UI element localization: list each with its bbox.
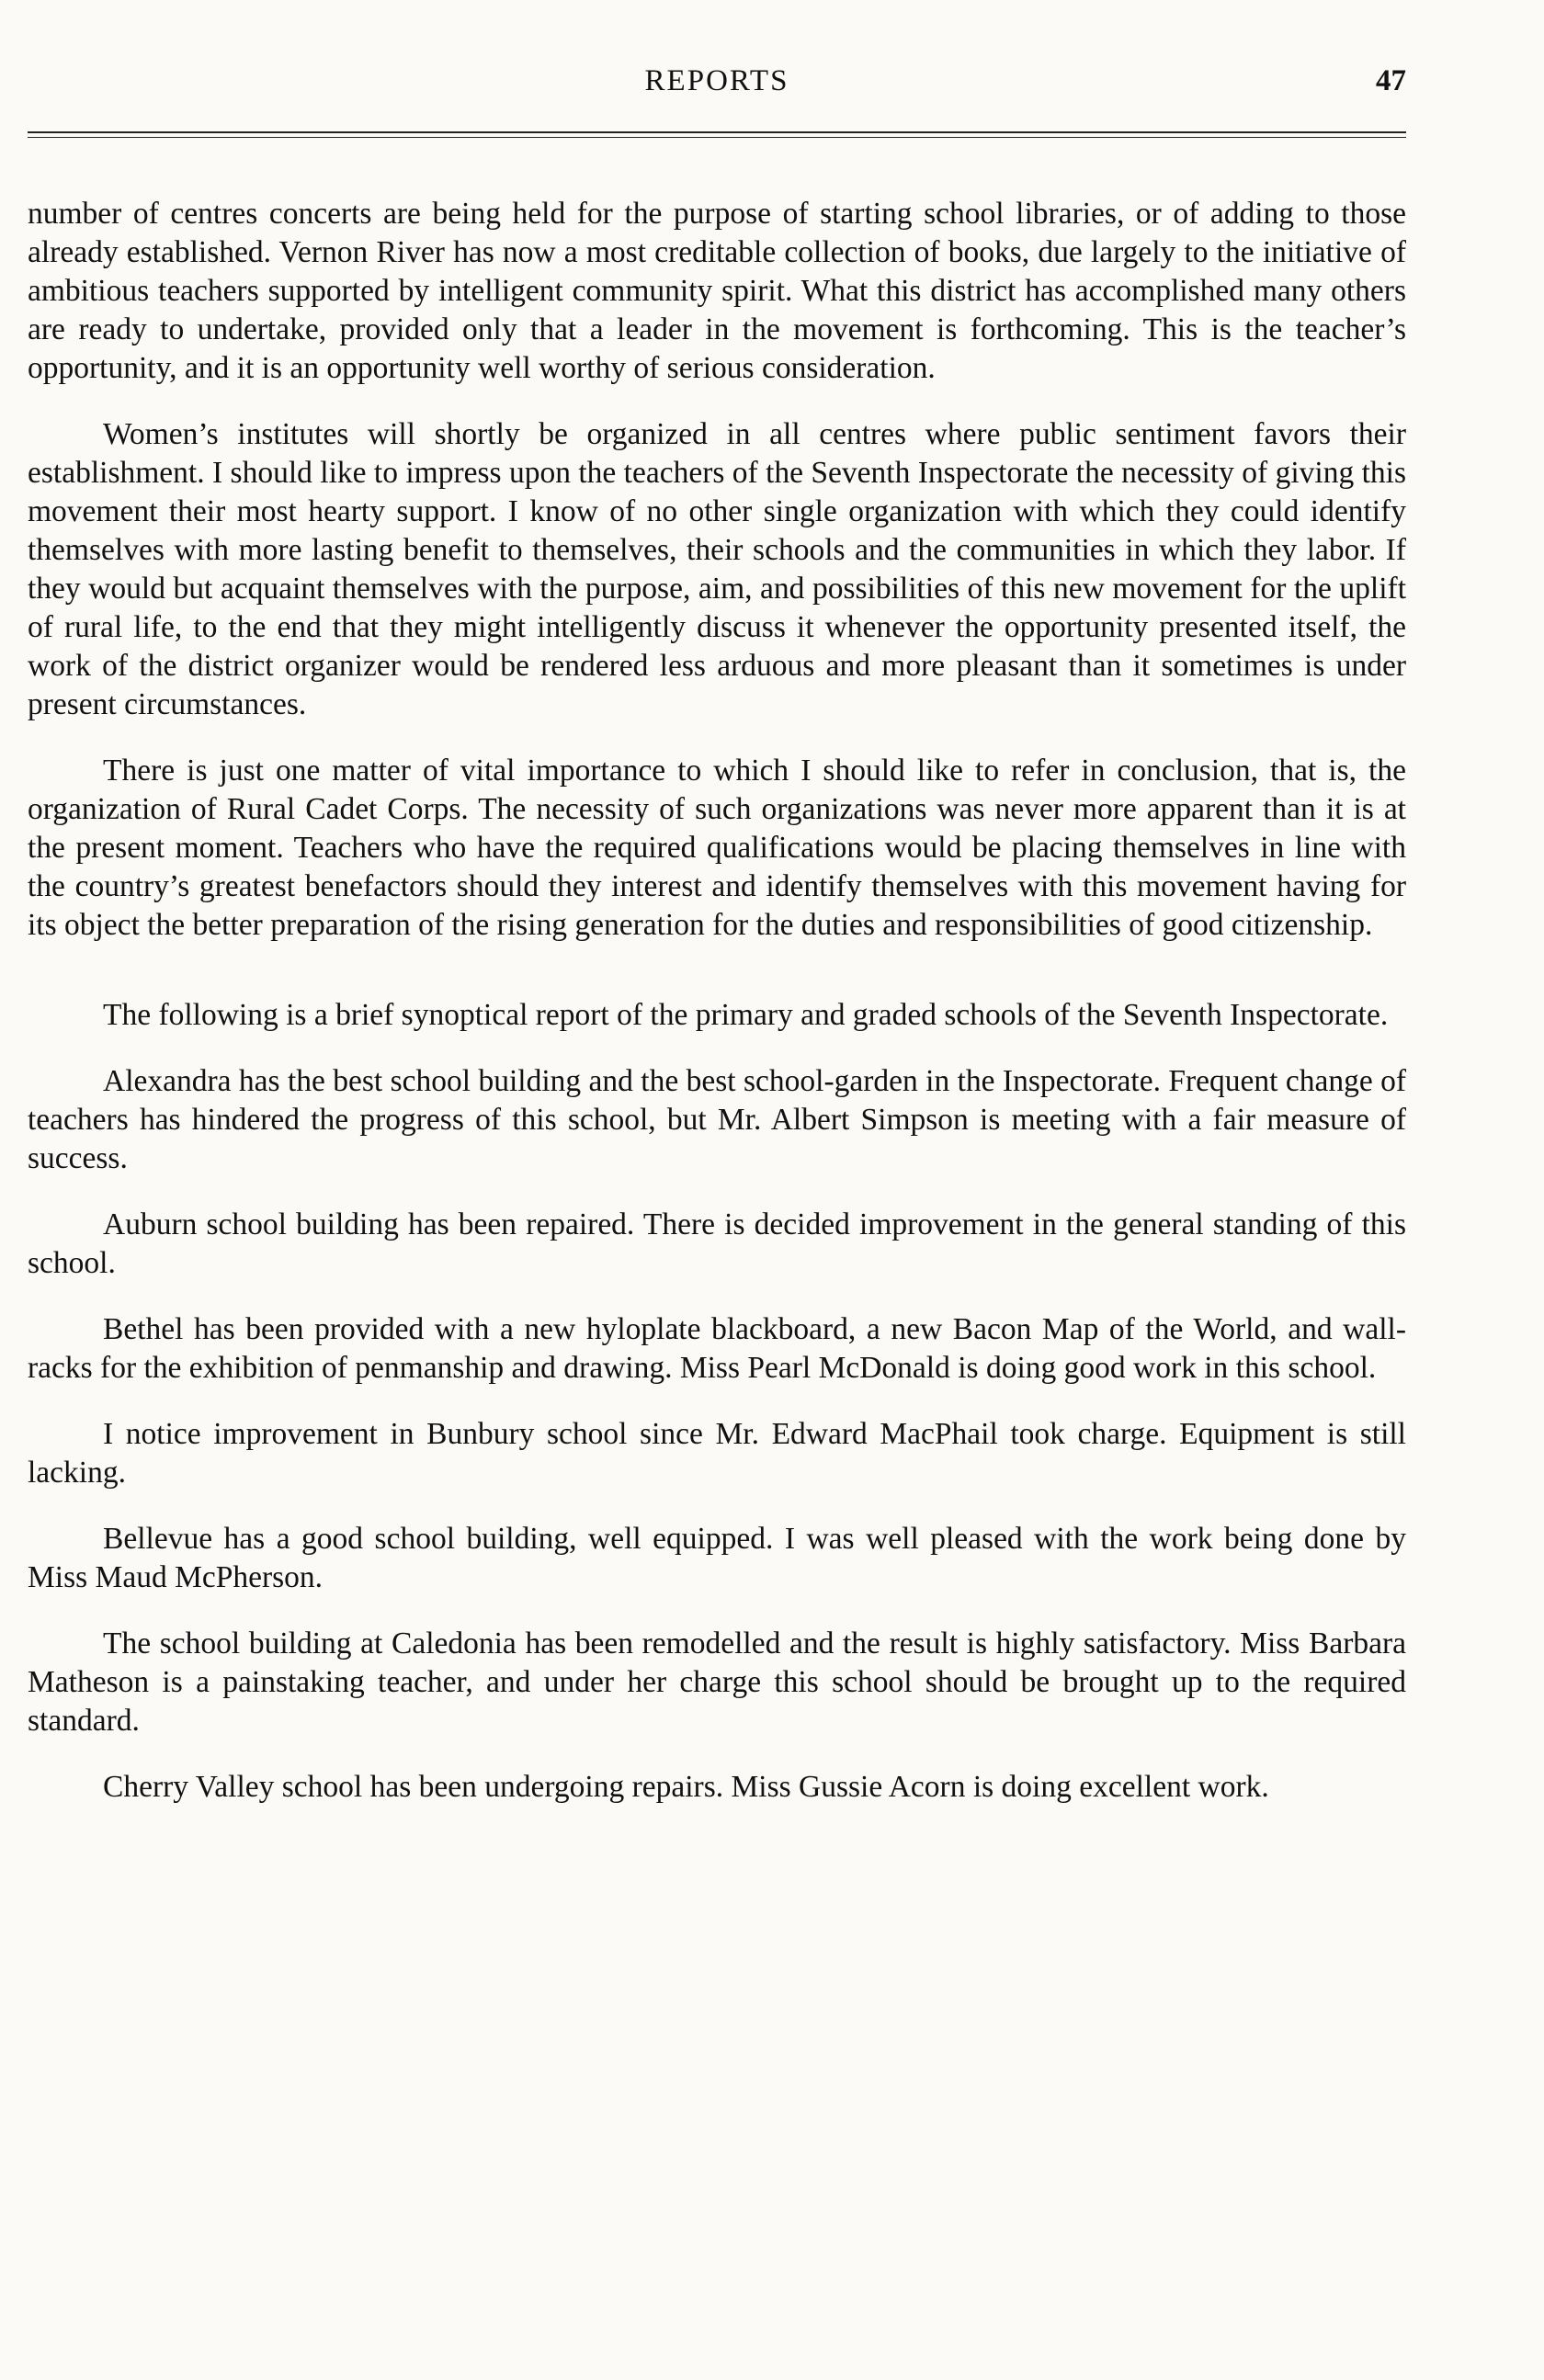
section-gap	[28, 945, 1406, 996]
running-title: REPORTS	[644, 64, 789, 97]
paragraph-gap	[28, 1283, 1406, 1310]
paragraph-caledonia: The school building at Caledonia has been remodelled and the result is highly satisfactory. Miss Barbara Matheson is a painstaking teacher, and under her charge this school should be brought up to the required standard.	[28, 1626, 1406, 1738]
paragraph-cherry-valley: Cherry Valley school has been undergoing repairs. Miss Gussie Acorn is doing excellent work.	[103, 1770, 1269, 1804]
paragraph-gap	[28, 1597, 1406, 1625]
body-text	[28, 195, 1406, 1807]
paragraph-auburn: Auburn school building has been repaired. There is decided improvement in the general standing of this school.	[28, 1207, 1406, 1280]
running-head	[28, 64, 1406, 110]
paragraph-gap	[28, 1740, 1406, 1768]
paragraph-synoptical-intro: The following is a brief synoptical report of the primary and graded schools of the Seventh Inspectorate.	[103, 998, 1389, 1032]
paragraph-libraries: number of centres concerts are being held for the purpose of starting school libraries, or of adding to those already established. Vernon River has now a most creditable collection of books, due largely to the initiative of ambitious teachers supported by intelligent community spirit. What this district has accomplished many others are ready to undertake, provided only that a leader in the movement is forthcoming. This is the teacher’s opportunity, and it is an opportunity well worthy of serious consideration.	[28, 197, 1406, 385]
paragraph-gap	[28, 1178, 1406, 1206]
paragraph-alexandra: Alexandra has the best school building and the best school-garden in the Inspectorate. Frequent change of teachers has hindered the progress of this school, but Mr. Albert Simpson is meeting with a fair measure of success.	[28, 1064, 1406, 1175]
paragraph-gap	[28, 1035, 1406, 1062]
page-number: 47	[1376, 64, 1406, 97]
paragraph-gap	[28, 724, 1406, 752]
paragraph-gap	[28, 388, 1406, 415]
paragraph-gap	[28, 1388, 1406, 1415]
paragraph-womens-institutes: Women’s institutes will shortly be organized in all centres where public sentiment favors their establishment. I should like to impress upon the teachers of the Seventh Inspectorate the necessity of giving this movement their most hearty support. I know of no other single organization with which they could identify themselves with more lasting benefit to themselves, their schools and the communities in which they labor. If they would but acquaint themselves with the purpose, aim, and possibilities of this new movement for the uplift of rural life, to the end that they might intelligently discuss it whenever the opportunity presented itself, the work of the district organizer would be rendered less arduous and more pleasant than it sometimes is under present circumstances.	[28, 417, 1406, 721]
paragraph-bunbury: I notice improvement in Bunbury school since Mr. Edward MacPhail took charge. Equipment is still lacking.	[28, 1417, 1406, 1490]
paragraph-gap	[28, 1492, 1406, 1520]
paragraph-cadet-corps: There is just one matter of vital importance to which I should like to refer in conclusion, that is, the organization of Rural Cadet Corps. The necessity of such organizations was never more apparent than it is at the present moment. Teachers who have the required qualifications would be placing themselves in line with the country’s greatest benefactors should they interest and identify themselves with this movement having for its object the better preparation of the rising generation for the duties and responsibilities of good citizenship.	[28, 754, 1406, 942]
header-rule	[28, 131, 1406, 138]
paragraph-bethel: Bethel has been provided with a new hyloplate blackboard, a new Bacon Map of the World, and wall-racks for the exhibition of penmanship and drawing. Miss Pearl McDonald is doing good work in this school.	[28, 1312, 1406, 1385]
paragraph-bellevue: Bellevue has a good school building, well equipped. I was well pleased with the work being done by Miss Maud McPherson.	[28, 1522, 1406, 1594]
